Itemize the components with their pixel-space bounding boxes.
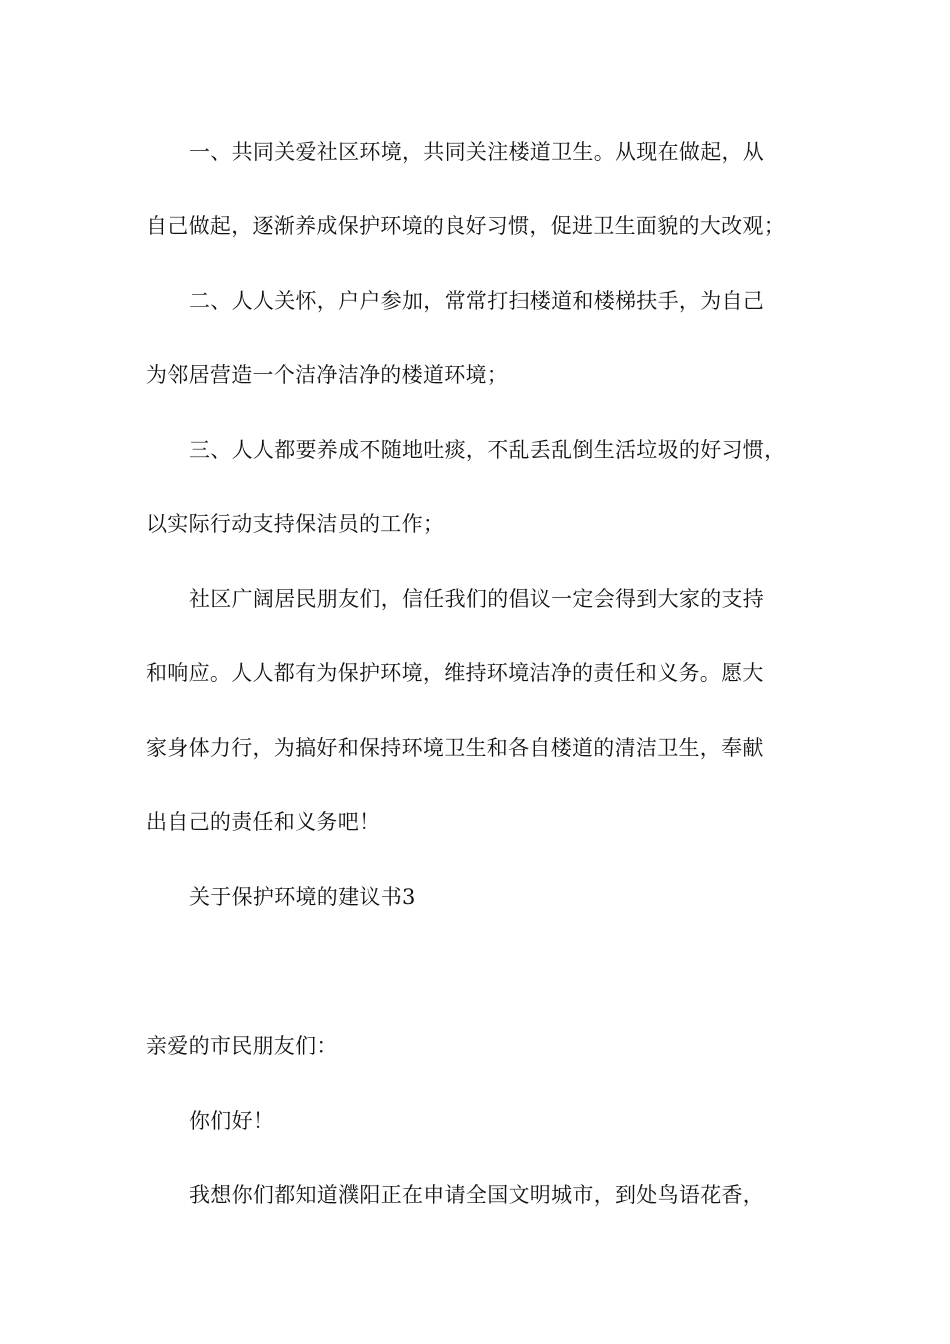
paragraph-line: 社区广阔居民朋友们，信任我们的倡议一定会得到大家的支持 (189, 587, 765, 611)
paragraph-line: 出自己的责任和义务吧！ (146, 810, 381, 834)
salutation: 亲爱的市民朋友们： (146, 1034, 338, 1058)
greeting: 你们好！ (189, 1109, 275, 1133)
paragraph-line: 和响应。人人都有为保护环境，维持环境洁净的责任和义务。愿大 (146, 661, 764, 685)
paragraph-line: 自己做起，逐渐养成保护环境的良好习惯，促进卫生面貌的大改观； (146, 214, 785, 238)
paragraph-line: 为邻居营造一个洁净洁净的楼道环境； (146, 363, 509, 387)
paragraph-line: 我想你们都知道濮阳正在申请全国文明城市，到处鸟语花香， (189, 1183, 765, 1207)
paragraph-line: 三、人人都要养成不随地吐痰，不乱丢乱倒生活垃圾的好习惯， (189, 438, 786, 462)
paragraph-line: 家身体力行，为搞好和保持环境卫生和各自楼道的清洁卫生，奉献 (146, 736, 764, 760)
paragraph-line: 二、人人关怀，户户参加，常常打扫楼道和楼梯扶手，为自己 (189, 289, 765, 313)
section-heading: 关于保护环境的建议书3 (189, 885, 416, 909)
paragraph-line: 一、共同关爱社区环境，共同关注楼道卫生。从现在做起，从 (189, 140, 765, 164)
paragraph-line: 以实际行动支持保洁员的工作； (146, 512, 445, 536)
